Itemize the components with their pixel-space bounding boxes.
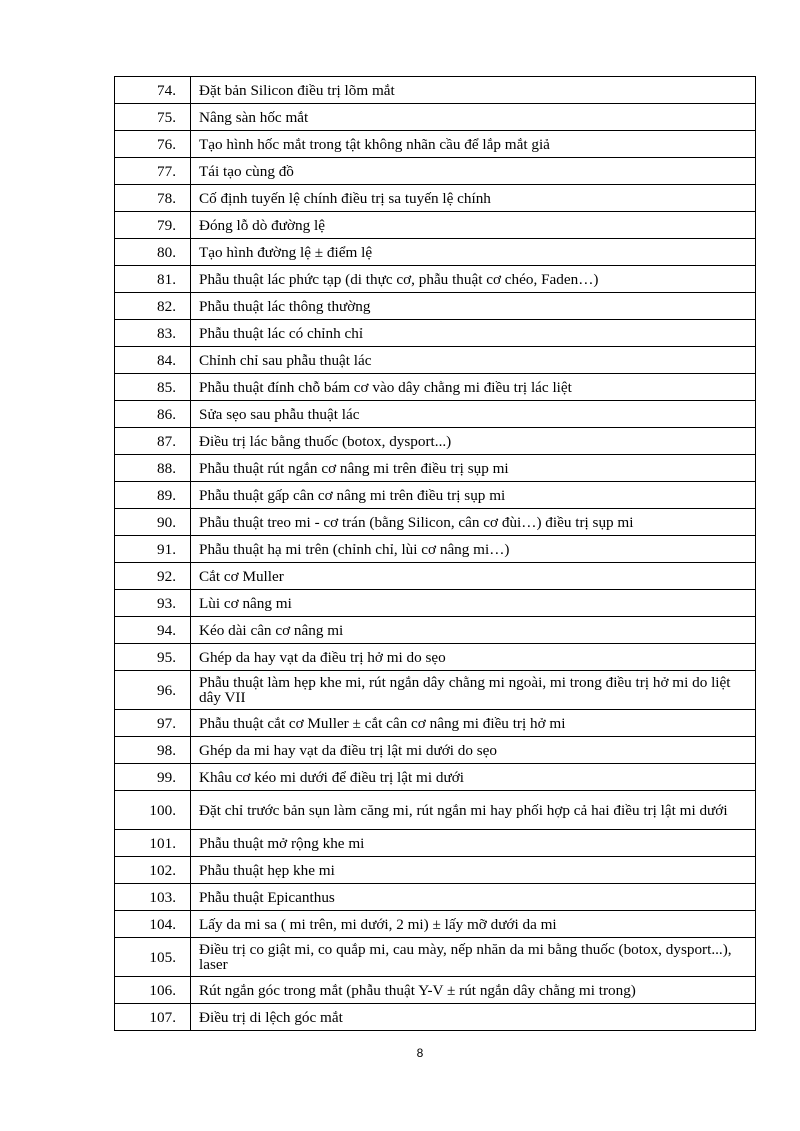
table-row — [115, 212, 756, 239]
row-number: 103. — [115, 884, 191, 911]
table-row — [115, 104, 756, 131]
table-row — [115, 347, 756, 374]
procedure-name: Đặt chỉ trước bản sụn làm căng mi, rút ngắn mi hay phối hợp cả hai điều trị lật mi dưới — [191, 791, 756, 830]
procedure-name: Phẫu thuật hạ mi trên (chỉnh chỉ, lùi cơ nâng mi…) — [191, 536, 756, 563]
procedure-name: Phẫu thuật hẹp khe mi — [191, 857, 756, 884]
table-row — [115, 185, 756, 212]
procedure-name: Phẫu thuật Epicanthus — [191, 884, 756, 911]
row-number: 80. — [115, 239, 191, 266]
row-number: 86. — [115, 401, 191, 428]
row-number: 99. — [115, 764, 191, 791]
procedure-name: Điều trị co giật mi, co quắp mi, cau mày, nếp nhăn da mi bằng thuốc (botox, dysport...), laser — [191, 938, 756, 977]
table-row — [115, 617, 756, 644]
table-row — [115, 938, 756, 977]
row-number: 81. — [115, 266, 191, 293]
table-row — [115, 590, 756, 617]
row-number: 96. — [115, 671, 191, 710]
row-number: 75. — [115, 104, 191, 131]
procedure-name: Sửa sẹo sau phẫu thuật lác — [191, 401, 756, 428]
row-number: 79. — [115, 212, 191, 239]
procedure-name: Tạo hình hốc mắt trong tật không nhãn cầu để lắp mắt giả — [191, 131, 756, 158]
table-row — [115, 710, 756, 737]
table-row — [115, 401, 756, 428]
table-row — [115, 977, 756, 1004]
page-number: 8 — [416, 1046, 424, 1060]
row-number: 98. — [115, 737, 191, 764]
procedure-name: Tạo hình đường lệ ± điểm lệ — [191, 239, 756, 266]
table-row — [115, 737, 756, 764]
procedure-name: Lùi cơ nâng mi — [191, 590, 756, 617]
procedure-name: Phẫu thuật lác thông thường — [191, 293, 756, 320]
row-number: 89. — [115, 482, 191, 509]
table-row — [115, 509, 756, 536]
table-row — [115, 884, 756, 911]
procedure-name: Phẫu thuật lác phức tạp (di thực cơ, phẫu thuật cơ chéo, Faden…) — [191, 266, 756, 293]
row-number: 84. — [115, 347, 191, 374]
row-number: 91. — [115, 536, 191, 563]
procedure-name: Phẫu thuật làm hẹp khe mi, rút ngắn dây chằng mi ngoài, mi trong điều trị hở mi do liệt dây VII — [191, 671, 756, 710]
row-number: 77. — [115, 158, 191, 185]
row-number: 83. — [115, 320, 191, 347]
procedure-name: Điều trị di lệch góc mắt — [191, 1004, 756, 1031]
table-row — [115, 293, 756, 320]
row-number: 82. — [115, 293, 191, 320]
row-number: 88. — [115, 455, 191, 482]
table-row — [115, 536, 756, 563]
procedure-name: Lấy da mi sa ( mi trên, mi dưới, 2 mi) ± lấy mỡ dưới da mi — [191, 911, 756, 938]
procedure-name: Ghép da hay vạt da điều trị hở mi do sẹo — [191, 644, 756, 671]
row-number: 76. — [115, 131, 191, 158]
row-number: 95. — [115, 644, 191, 671]
procedure-name: Rút ngắn góc trong mắt (phẫu thuật Y-V ± rút ngắn dây chằng mi trong) — [191, 977, 756, 1004]
row-number: 107. — [115, 1004, 191, 1031]
table-row — [115, 563, 756, 590]
procedure-name: Phẫu thuật mở rộng khe mi — [191, 830, 756, 857]
table-row — [115, 911, 756, 938]
row-number: 74. — [115, 77, 191, 104]
row-number: 104. — [115, 911, 191, 938]
procedure-name: Kéo dài cân cơ nâng mi — [191, 617, 756, 644]
row-number: 85. — [115, 374, 191, 401]
procedure-table-body — [115, 77, 756, 1031]
procedure-name: Phẫu thuật lác có chỉnh chỉ — [191, 320, 756, 347]
table-row — [115, 482, 756, 509]
table-row — [115, 158, 756, 185]
table-row — [115, 764, 756, 791]
table-row — [115, 671, 756, 710]
table-row — [115, 239, 756, 266]
procedure-name: Đóng lỗ dò đường lệ — [191, 212, 756, 239]
row-number: 97. — [115, 710, 191, 737]
row-number: 102. — [115, 857, 191, 884]
row-number: 105. — [115, 938, 191, 977]
table-row — [115, 374, 756, 401]
table-row — [115, 266, 756, 293]
table-row — [115, 455, 756, 482]
table-row — [115, 644, 756, 671]
procedure-name: Phẫu thuật treo mi - cơ trán (bằng Silicon, cân cơ đùi…) điều trị sụp mi — [191, 509, 756, 536]
procedure-name: Chỉnh chỉ sau phẫu thuật lác — [191, 347, 756, 374]
row-number: 93. — [115, 590, 191, 617]
procedure-table-wrapper — [114, 76, 756, 1031]
row-number: 90. — [115, 509, 191, 536]
table-row — [115, 791, 756, 830]
procedure-name: Ghép da mi hay vạt da điều trị lật mi dưới do sẹo — [191, 737, 756, 764]
table-row — [115, 830, 756, 857]
procedure-name: Cắt cơ Muller — [191, 563, 756, 590]
row-number: 87. — [115, 428, 191, 455]
procedure-name: Nâng sàn hốc mắt — [191, 104, 756, 131]
procedure-name: Khâu cơ kéo mi dưới để điều trị lật mi dưới — [191, 764, 756, 791]
row-number: 101. — [115, 830, 191, 857]
table-row — [115, 77, 756, 104]
row-number: 78. — [115, 185, 191, 212]
row-number: 92. — [115, 563, 191, 590]
procedure-name: Phẫu thuật cắt cơ Muller ± cắt cân cơ nâng mi điều trị hở mi — [191, 710, 756, 737]
procedure-name: Tái tạo cùng đồ — [191, 158, 756, 185]
table-row — [115, 857, 756, 884]
row-number: 106. — [115, 977, 191, 1004]
procedure-name: Đặt bản Silicon điều trị lõm mắt — [191, 77, 756, 104]
table-row — [115, 428, 756, 455]
procedure-name: Phẫu thuật gấp cân cơ nâng mi trên điều trị sụp mi — [191, 482, 756, 509]
procedure-table — [114, 76, 756, 1031]
row-number: 94. — [115, 617, 191, 644]
table-row — [115, 320, 756, 347]
table-row — [115, 131, 756, 158]
procedure-name: Phẫu thuật rút ngắn cơ nâng mi trên điều trị sụp mi — [191, 455, 756, 482]
procedure-name: Phẫu thuật đính chỗ bám cơ vào dây chằng mi điều trị lác liệt — [191, 374, 756, 401]
procedure-name: Điều trị lác bằng thuốc (botox, dysport...) — [191, 428, 756, 455]
table-row — [115, 1004, 756, 1031]
procedure-name: Cố định tuyến lệ chính điều trị sa tuyến lệ chính — [191, 185, 756, 212]
row-number: 100. — [115, 791, 191, 830]
